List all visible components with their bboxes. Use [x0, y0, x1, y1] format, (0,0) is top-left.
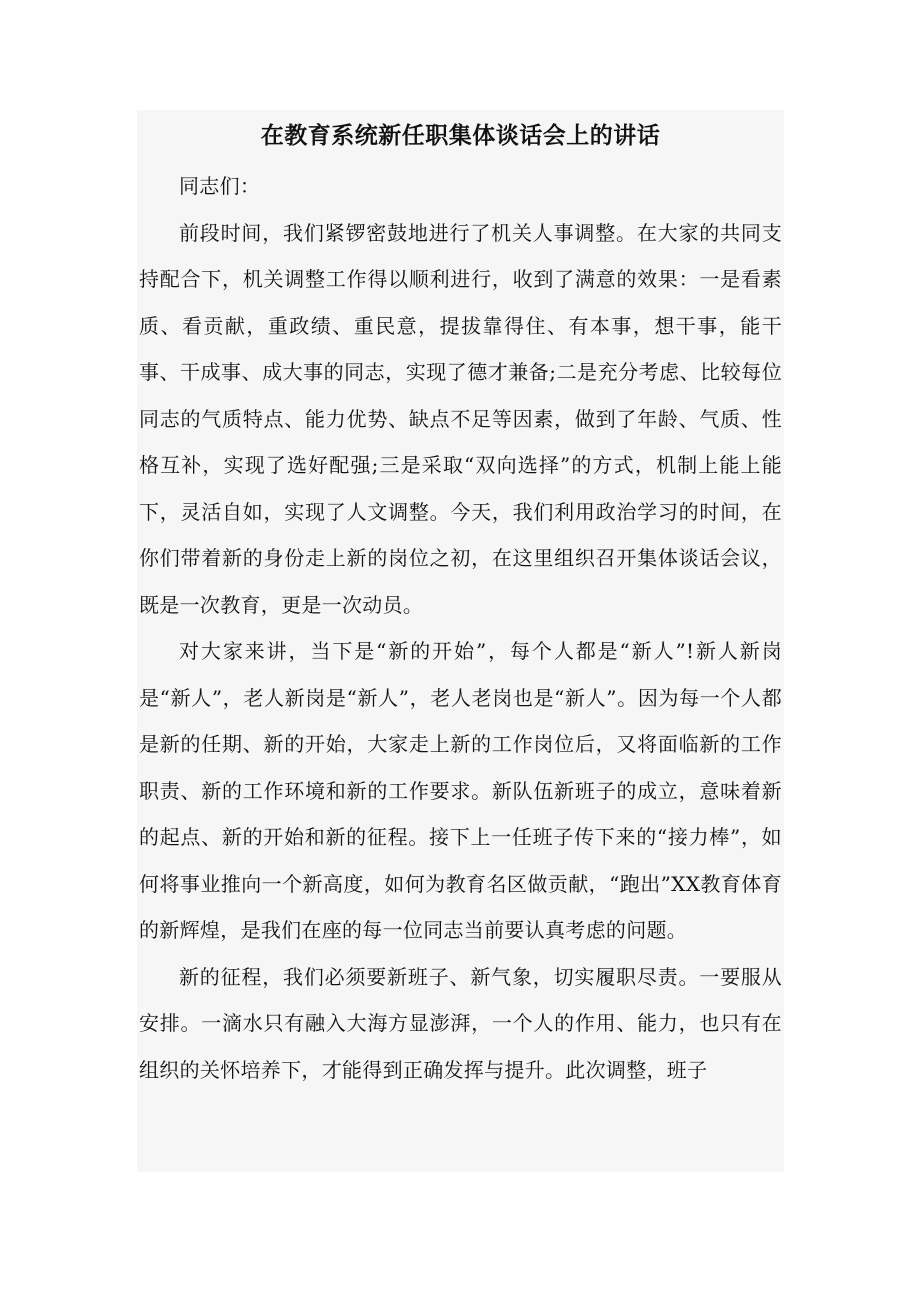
greeting: 同志们：: [179, 174, 261, 198]
document-title: 在教育系统新任职集体谈话会上的讲话: [260, 122, 661, 149]
paragraph-3: 新的征程，我们必须要新班子、新气象，切实履职尽责。一要服从安排。一滴水只有融入大海方显澎湃，一个人的作用、能力，也只有在组织的关怀培养下，才能得到正确发挥与提升。此次调整，班子: [139, 964, 782, 1082]
document-body: [137, 110, 784, 1172]
paragraph-1: 前段时间，我们紧锣密鼓地进行了机关人事调整。在大家的共同支持配合下，机关调整工作得以顺利进行，收到了满意的效果：一是看素质、看贡献，重政绩、重民意，提拔靠得住、有本事，想干事，能干事、干成事、成大事的同志，实现了德才兼备;二是充分考虑、比较每位同志的气质特点、能力优势、缺点不足等因素，做到了年龄、气质、性格互补，实现了选好配强;三是采取“双向选择”的方式，机制上能上能下，灵活自如，实现了人文调整。今天，我们利用政治学习的时间，在你们带着新的身份走上新的岗位之初，在这里组织召开集体谈话会议，既是一次教育，更是一次动员。: [139, 220, 782, 617]
paragraph-2: 对大家来讲，当下是“新的开始”，每个人都是“新人”!新人新岗是“新人”，老人新岗是“新人”，老人老岗也是“新人”。因为每一个人都是新的任期、新的开始，大家走上新的工作岗位后，又将面临新的工作职责、新的工作环境和新的工作要求。新队伍新班子的成立，意味着新的起点、新的开始和新的征程。接下上一任班子传下来的“接力棒”，如何将事业推向一个新高度，如何为教育名区做贡献，“跑出”XX教育体育的新辉煌，是我们在座的每一位同志当前要认真考虑的问题。: [139, 639, 782, 942]
